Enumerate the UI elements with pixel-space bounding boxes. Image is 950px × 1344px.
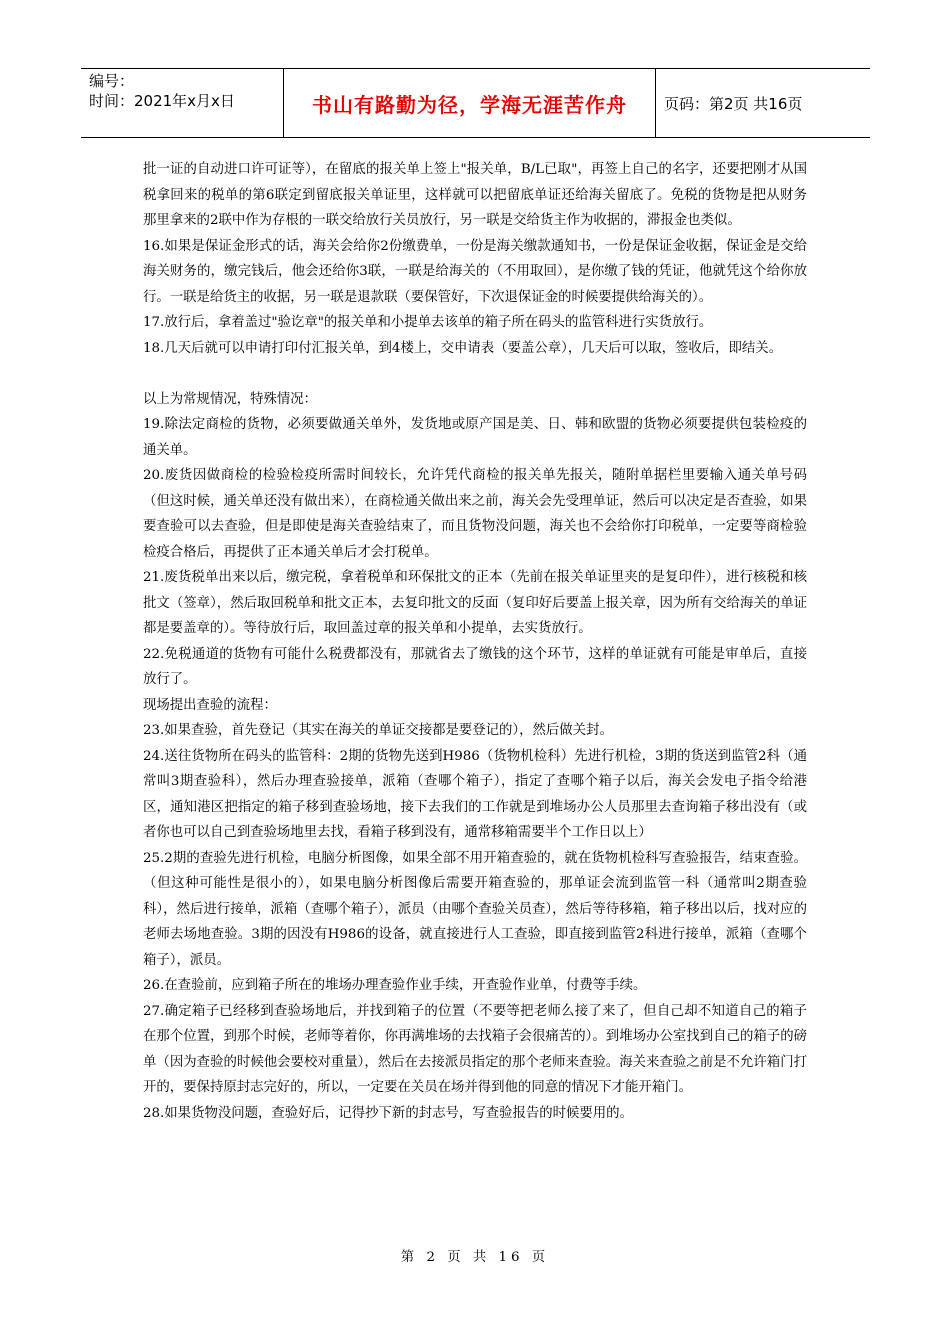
paragraph-26: 26.在查验前，应到箱子所在的堆场办理查验作业手续，开查验作业单，付费等手续。 [143,978,647,993]
document-date: 时间：2021年x月x日 [89,92,235,110]
page-footer: 第 2 页 共 16 页 [400,1250,550,1265]
paragraph-18: 18.几天后就可以申请打印付汇报关单，到4楼上，交申请表（要盖公章），几天后可以取，签收后，即结关。 [143,340,783,356]
paragraph-continued: 批一证的自动进口许可证等），在留底的报关单上签上"报关单，B/L已取"，再签上自己的名字，还要把刚才从国税拿回来的税单的第6联定到留底报关单证里，这样就可以把留底单证还给海关留底了。免税的货物是把从财务那里拿来的2联中作为存根的一联交给放行关员放行，另一联是交给货主作为收据的，滞报金也类似。 [143,162,807,228]
paragraph-21: 21.废货税单出来以后，缴完税，拿着税单和环保批文的正本（先前在报关单证里夹的是复印件），进行核税和核批文（签章），然后取回税单和批文正本，去复印批文的反面（复印好后要盖上报关章，因为所有交给海关的单证都是要盖章的）。等待放行后，取回盖过章的报关单和小提单，去实货放行。 [143,570,807,636]
paragraph-16: 16.如果是保证金形式的话，海关会给你2份缴费单，一份是海关缴款通知书，一份是保证金收据，保证金是交给海关财务的，缴完钱后，他会还给你3联，一联是给海关的（不用取回），是你缴了钱的凭证，他就凭这个给你放行。一联是给货主的收据，另一联是退款联（要保管好，下次退保证金的时候要提供给海关的）。 [143,238,807,305]
paragraph-19: 19.除法定商检的货物，必须要做通关单外，发货地或原产国是美、日、韩和欧盟的货物必须要提供包装检疫的通关单。 [143,417,807,458]
paragraph-20: 20.废货因做商检的检验检疫所需时间较长，允许凭代商检的报关单先报关，随附单据栏里要输入通关单号码（但这时候，通关单还没有做出来），在商检通关做出来之前，海关会先受理单证，然后可以决定是否查验，如果要查验可以去查验，但是即使是海关查验结束了，而且货物没问题，海关也不会给你打印税单，一定要等商检验检疫合格后，再提供了正本通关单后才会打税单。 [143,468,807,560]
header-page-info: 页码：第2页 共16页 [664,94,803,113]
header-motto: 书山有路勤为径，学海无涯苦作舟 [284,69,656,137]
special-cases-heading: 以上为常规情况，特殊情况： [143,391,318,407]
header-meta [81,69,284,137]
document-number: 编号： [89,72,135,90]
document-body [143,157,807,1126]
blank-line [143,361,807,387]
paragraph-25: 25.2期的查验先进行机检，电脑分析图像，如果全部不用开箱查验的，就在货物机检科写查验报告，结束查验。（但这种可能性是很小的），如果电脑分析图像后需要开箱查验的，那单证会流到监管一科（通常叫2期查验科），然后进行接单，派箱（查哪个箱子），派员（由哪个查验关员查），然后等待移箱，箱子移出以后，找对应的老师去场地查验。3期的因没有H986的设备，就直接进行人工查验，即直接到监管2科进行接单，派箱（查哪个箱子），派员。 [143,850,807,968]
page-header [81,68,870,138]
paragraph-23: 23.如果查验，首先登记（其实在海关的单证交接都是要登记的），然后做关封。 [143,723,613,738]
paragraph-27: 27.确定箱子已经移到查验场地后，并找到箱子的位置（不要等把老师么接了来了，但自己却不知道自己的箱子在那个位置，到那个时候，老师等着你，你再满堆场的去找箱子会很痛苦的）。到堆场办公室找到自己的箱子的磅单（因为查验的时候他会要校对重量），然后在去接派员指定的那个老师来查验。海关来查验之前是不允许箱门打开的，要保持原封志完好的，所以，一定要在关员在场并得到他的同意的情况下才能开箱门。 [143,1003,807,1095]
inspection-flow-heading: 现场提出查验的流程： [143,697,277,713]
paragraph-22: 22.免税通道的货物有可能什么税费都没有，那就省去了缴钱的这个环节，这样的单证就有可能是审单后，直接放行了。 [143,646,807,687]
paragraph-28: 28.如果货物没问题，查验好后，记得抄下新的封志号，写查验报告的时候要用的。 [143,1105,633,1121]
paragraph-24: 24.送往货物所在码头的监管科：2期的货物先送到H986（货物机检科）先进行机检，3期的货送到监管2科（通常叫3期查验科），然后办理查验接单，派箱（查哪个箱子），指定了查哪个箱子以后，海关会发电子指令给港区，通知港区把指定的箱子移到查验场地，接下去我们的工作就是到堆场办公人员那里去查询箱子移出没有（或者你也可以自己到查验场地里去找，看箱子移到没有，通常移箱需要半个工作日以上） [143,748,807,840]
paragraph-17: 17.放行后，拿着盖过"验讫章"的报关单和小提单去该单的箱子所在码头的监管科进行实货放行。 [143,315,713,330]
